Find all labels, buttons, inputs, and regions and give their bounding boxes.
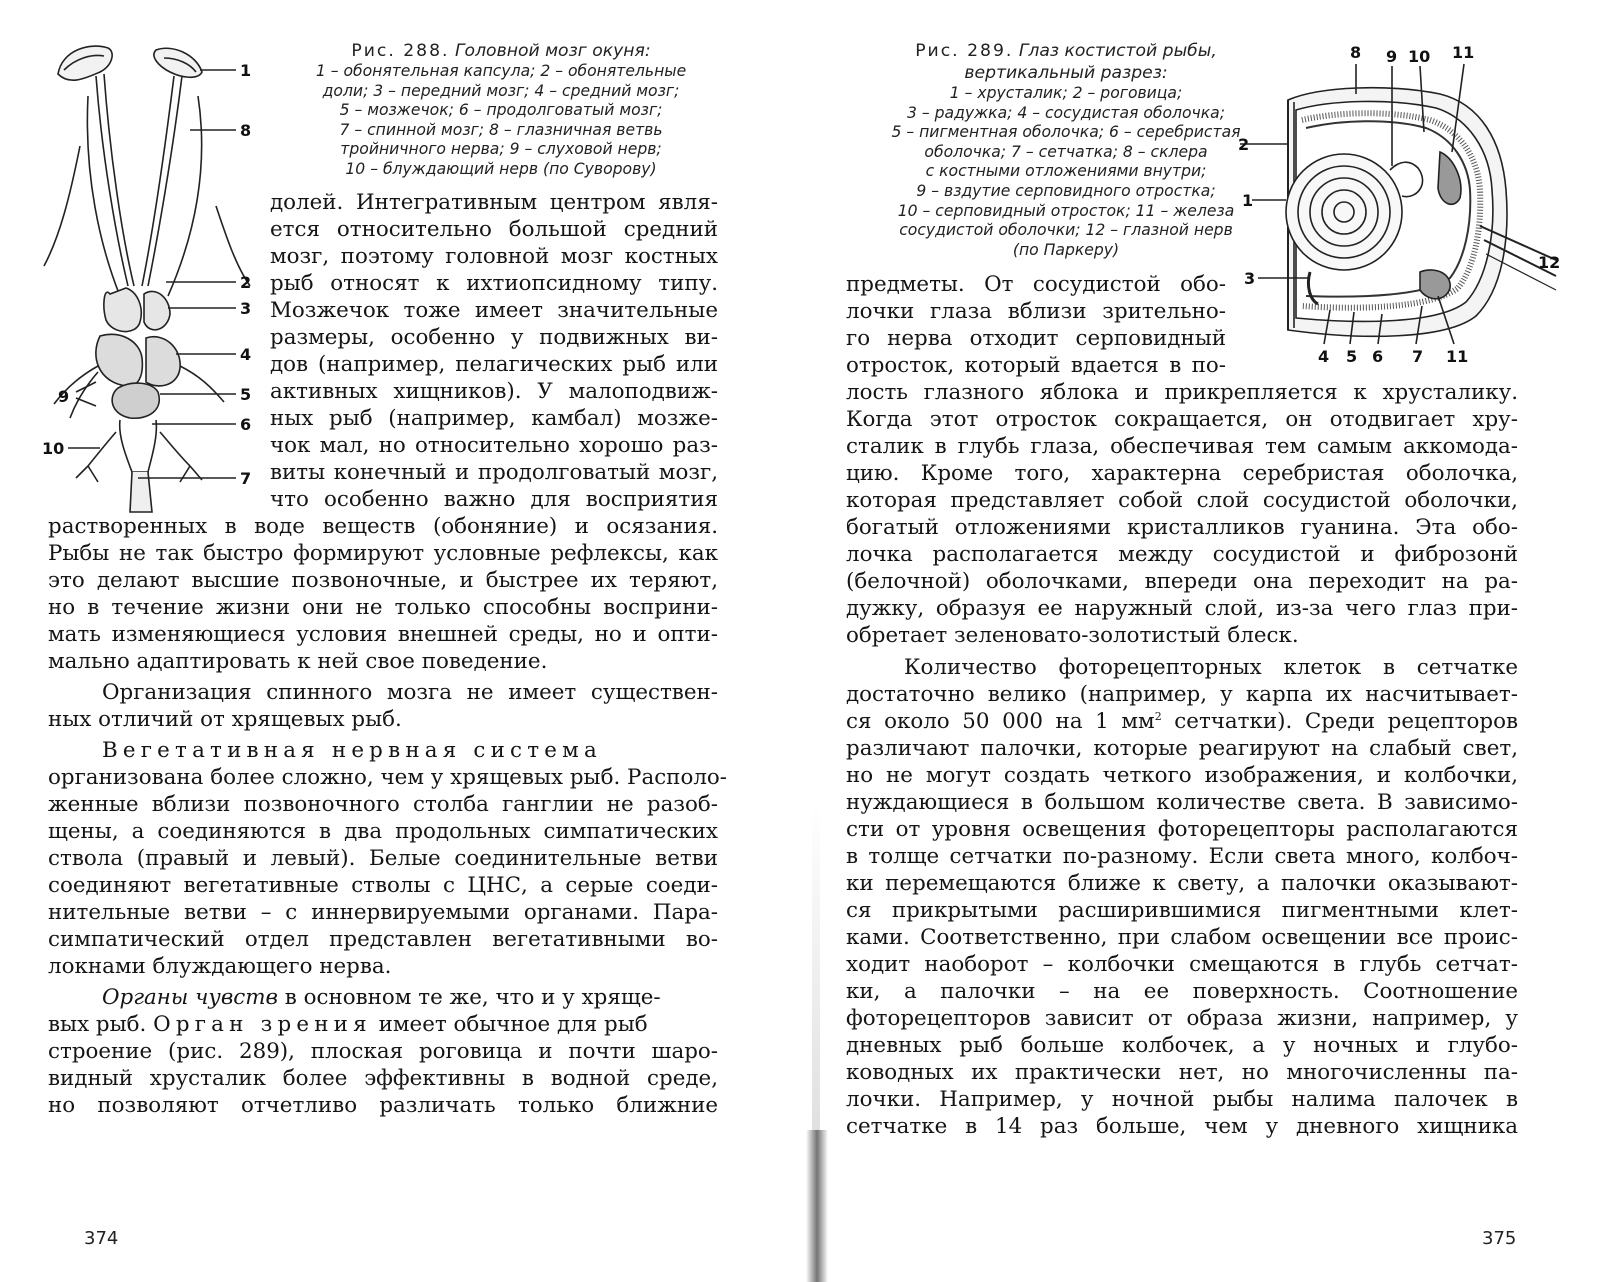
caption-number: Рис. 289.: [915, 41, 1014, 61]
eye-label-1: 1: [1242, 191, 1254, 210]
brain-label-3: 3: [240, 299, 252, 318]
text-fragment: сетчатки). Среди рецепторов: [1161, 709, 1518, 734]
eye-label-11b: 11: [1446, 347, 1469, 366]
text-line: долей. Интегративным центром явля-: [270, 190, 718, 215]
text-line: что особенно важно для восприятия: [270, 487, 718, 512]
text-line: но в течение жизни они не только способны восприни-: [48, 595, 718, 620]
text-line: дов (например, пелагических рыб или: [270, 352, 718, 377]
caption-title: Головной мозг окуня:: [454, 41, 651, 61]
brain-label-7: 7: [240, 469, 252, 488]
eye-label-4: 4: [1318, 347, 1330, 366]
text-line: растворенных в воде веществ (обоняние) и осязания.: [48, 514, 718, 539]
caption-title: Глаз костистой рыбы,: [1018, 41, 1217, 61]
text-line: ки, а палочки – на ее поверхность. Соотношение: [846, 979, 1518, 1004]
text-line: лочки. Например, у ночной рыбы налима палочек в: [846, 1087, 1518, 1112]
eye-label-2: 2: [1238, 135, 1250, 154]
caption-line: 1 – обонятельная капсула; 2 – обонятельные: [315, 62, 687, 80]
eye-label-12: 12: [1538, 253, 1561, 272]
text-line: [102, 985, 718, 1013]
text-line: мать изменяющиеся условия внешней среды, но и опти-: [48, 622, 718, 647]
eye-label-3: 3: [1244, 269, 1256, 288]
text-line: строение (рис. 289), плоская роговица и почти шаро-: [48, 1039, 718, 1064]
caption-line: тройничного нерва; 9 – слуховой нерв;: [340, 140, 662, 159]
eye-label-5: 5: [1346, 347, 1358, 366]
caption-title: вертикальный разрез:: [964, 63, 1168, 83]
text-line: ководных их практически нет, но многочисленны па-: [846, 1060, 1518, 1085]
text-line: щены, а соединяются в два продольных симпатических: [48, 819, 718, 844]
text-line: ствола (правый и левый). Белые соединительные ветви: [48, 846, 718, 871]
figure-288-perch-brain: [40, 36, 272, 524]
text-line: лочка располагается между сосудистой и фиброзонй: [846, 542, 1518, 567]
text-line: ется относительно большой средний: [270, 217, 718, 242]
perch-brain-drawing: [40, 36, 272, 524]
text-line: лость глазного яблока и прикрепляется к хрусталику.: [846, 380, 1518, 405]
text-line: локнами блуждающего нерва.: [48, 954, 392, 979]
figure-289-fish-eye: [1240, 40, 1560, 376]
caption-line: сосудистой оболочки; 12 – глазной нерв: [899, 221, 1233, 240]
eye-label-8: 8: [1350, 43, 1362, 62]
brain-label-8: 8: [240, 121, 252, 140]
page-number-right: 375: [1482, 1228, 1517, 1249]
brain-label-10: 10: [42, 439, 65, 458]
text-line: различают палочки, которые реагируют на слабый свет,: [846, 736, 1518, 761]
caption-line: 7 – спинной мозг; 8 – глазничная ветвь: [339, 120, 663, 139]
page-number-left: 374: [84, 1228, 119, 1249]
text-line: Количество фоторецепторных клеток в сетчатке: [904, 655, 1518, 680]
text-line: отросток, который вдается в по-: [846, 353, 1226, 378]
text-line: ных отличий от хрящевых рыб.: [48, 707, 402, 732]
text-line: но не могут создать четкого изображения, и колбочки,: [846, 763, 1518, 788]
brain-label-4: 4: [240, 345, 252, 364]
text-line: обретает зеленовато-золотистый блеск.: [846, 623, 1299, 648]
text-line: (белочной) оболочками, впереди она переходит на ра-: [846, 569, 1518, 594]
text-line: дневных рыб больше колбочек, а у ночных и глубо-: [846, 1033, 1518, 1058]
book-spine-shadow: [806, 1130, 828, 1282]
text-line: виты конечный и продолговатый мозг,: [270, 460, 718, 485]
caption-line: 9 – вздутие серповидного отростка;: [916, 181, 1216, 200]
text-line: Рыбы не так быстро формируют условные рефлексы, как: [48, 541, 718, 566]
term-sense-organs: Органы чувств: [102, 985, 278, 1010]
text-line: женные вблизи позвоночного столба ганглии не разоб-: [48, 792, 718, 817]
text-line: ходит наоборот – колбочки смещаются в глубь сетчат-: [846, 952, 1518, 977]
text-fragment: ся около 50 000 на 1 мм: [846, 709, 1155, 734]
text-line: [102, 738, 718, 766]
text-line: которая представляет собой слой сосудистой оболочки,: [846, 488, 1518, 513]
text-line: фоторецепторов зависит от образа жизни, например, у: [846, 1006, 1518, 1031]
caption-line: с костными отложениями внутри;: [925, 162, 1207, 181]
caption-number: Рис. 288.: [351, 41, 450, 61]
text-line: [48, 1012, 718, 1040]
caption-line: 5 – пигментная оболочка; 6 – серебристая: [891, 123, 1241, 142]
text-line: нительные ветви – с иннервируемыми органами. Пара-: [48, 900, 718, 925]
figure-289-caption: [868, 40, 1264, 260]
text-fragment: в основном те же, что и у хряще-: [284, 985, 661, 1010]
text-line: это делают высшие позвоночные, и быстрее их теряют,: [48, 568, 718, 593]
text-line: Мозжечок тоже имеет значительные: [270, 298, 718, 323]
brain-label-2: 2: [240, 273, 252, 292]
text-line: организована более сложно, чем у хрящевых рыб. Располо-: [48, 765, 728, 790]
eye-label-11: 11: [1452, 43, 1475, 62]
eye-label-7: 7: [1412, 347, 1424, 366]
caption-line: 10 – блуждающий нерв (по Суворову): [345, 159, 657, 178]
text-line: нуждающиеся в большом количестве света. В зависимо-: [846, 790, 1518, 815]
eye-label-10: 10: [1408, 47, 1431, 66]
caption-line: 1 – хрусталик; 2 – роговица;: [949, 84, 1183, 102]
text-line: активных хищников). У малоподвиж-: [270, 379, 718, 404]
fish-eye-drawing: [1240, 40, 1560, 376]
caption-line: 3 – радужка; 4 – сосудистая оболочка;: [907, 103, 1225, 122]
text-line: предметы. От сосудистой обо-: [846, 272, 1226, 297]
brain-label-6: 6: [240, 415, 252, 434]
text-line: богатый отложениями кристалликов гуанина. Эта обо-: [846, 515, 1518, 540]
caption-line: оболочка; 7 – сетчатка; 8 – склера: [924, 142, 1208, 161]
text-line: сти от уровня освещения фоторецепторы располагаются: [846, 817, 1518, 842]
text-line: рыб относят к ихтиопсидному типу.: [270, 271, 718, 296]
text-line: дужку, образуя ее наружный слой, из-за чего глаз при-: [846, 596, 1518, 621]
caption-heading: [868, 40, 1264, 62]
figure-288-caption: [282, 40, 720, 180]
text-fragment: имеет обычное для рыб: [378, 1012, 648, 1037]
brain-label-1: 1: [240, 61, 252, 80]
text-line: Организация спинного мозга не имеет существен-: [102, 680, 718, 705]
text-line: мально адаптировать к ней свое поведение.: [48, 649, 548, 674]
text-line: лочки глаза вблизи зрительно-: [846, 299, 1226, 324]
term-organ-of-vision: Орган зрения: [153, 1012, 372, 1037]
text-line: но позволяют отчетливо различать только ближние: [48, 1093, 718, 1118]
brain-label-5: 5: [240, 385, 252, 404]
text-line: ся прикрытыми расширившимися пигментными клет-: [846, 898, 1518, 923]
text-line: ки перемещаются ближе к свету, а палочки оказывают-: [846, 871, 1518, 896]
eye-label-6: 6: [1372, 347, 1384, 366]
superscript-2: 2: [1154, 709, 1162, 723]
caption-line: доли; 3 – передний мозг; 4 – средний мозг;: [322, 81, 680, 100]
caption-heading: [282, 40, 720, 62]
brain-label-9: 9: [58, 387, 70, 406]
eye-label-9: 9: [1386, 47, 1398, 66]
text-fragment: вых рыб.: [48, 1012, 147, 1037]
book-gutter-shadow: [812, 800, 820, 1130]
text-line: симпатический отдел представлен вегетативными во-: [48, 927, 718, 952]
text-line: цию. Кроме того, характерна серебристая оболочка,: [846, 461, 1518, 486]
text-line: достаточно велико (например, у карпа их насчитывает-: [846, 682, 1518, 707]
text-line: в толще сетчатки по-разному. Если света много, колбоч-: [846, 844, 1518, 869]
term-vegetative-system: Вегетативная нервная система: [102, 738, 602, 763]
text-line: [846, 709, 1518, 737]
caption-line: (по Паркеру): [1012, 240, 1120, 259]
text-line: соединяют вегетативные стволы с ЦНС, а серые соеди-: [48, 873, 718, 898]
text-line: сетчатке в 14 раз больше, чем у дневного хищника: [846, 1114, 1518, 1139]
text-line: видный хрусталик более эффективны в водной среде,: [48, 1066, 718, 1091]
text-line: размеры, особенно у подвижных ви-: [270, 325, 718, 350]
text-line: го нерва отходит серповидный: [846, 326, 1226, 351]
caption-line: 5 – мозжечок; 6 – продолговатый мозг;: [339, 101, 663, 120]
text-line: ками. Соответственно, при слабом освещении все проис-: [846, 925, 1518, 950]
text-line: сталик в глубь глаза, обеспечивая тем самым аккомода-: [846, 434, 1518, 459]
text-line: ных рыб (например, камбал) мозже-: [270, 406, 718, 431]
text-line: чок мал, но относительно хорошо раз-: [270, 433, 718, 458]
text-line: мозг, поэтому головной мозг костных: [270, 244, 718, 269]
text-line: Когда этот отросток сокращается, он отодвигает хру-: [846, 407, 1518, 432]
caption-line: 10 – серповидный отросток; 11 – железа: [897, 201, 1235, 220]
